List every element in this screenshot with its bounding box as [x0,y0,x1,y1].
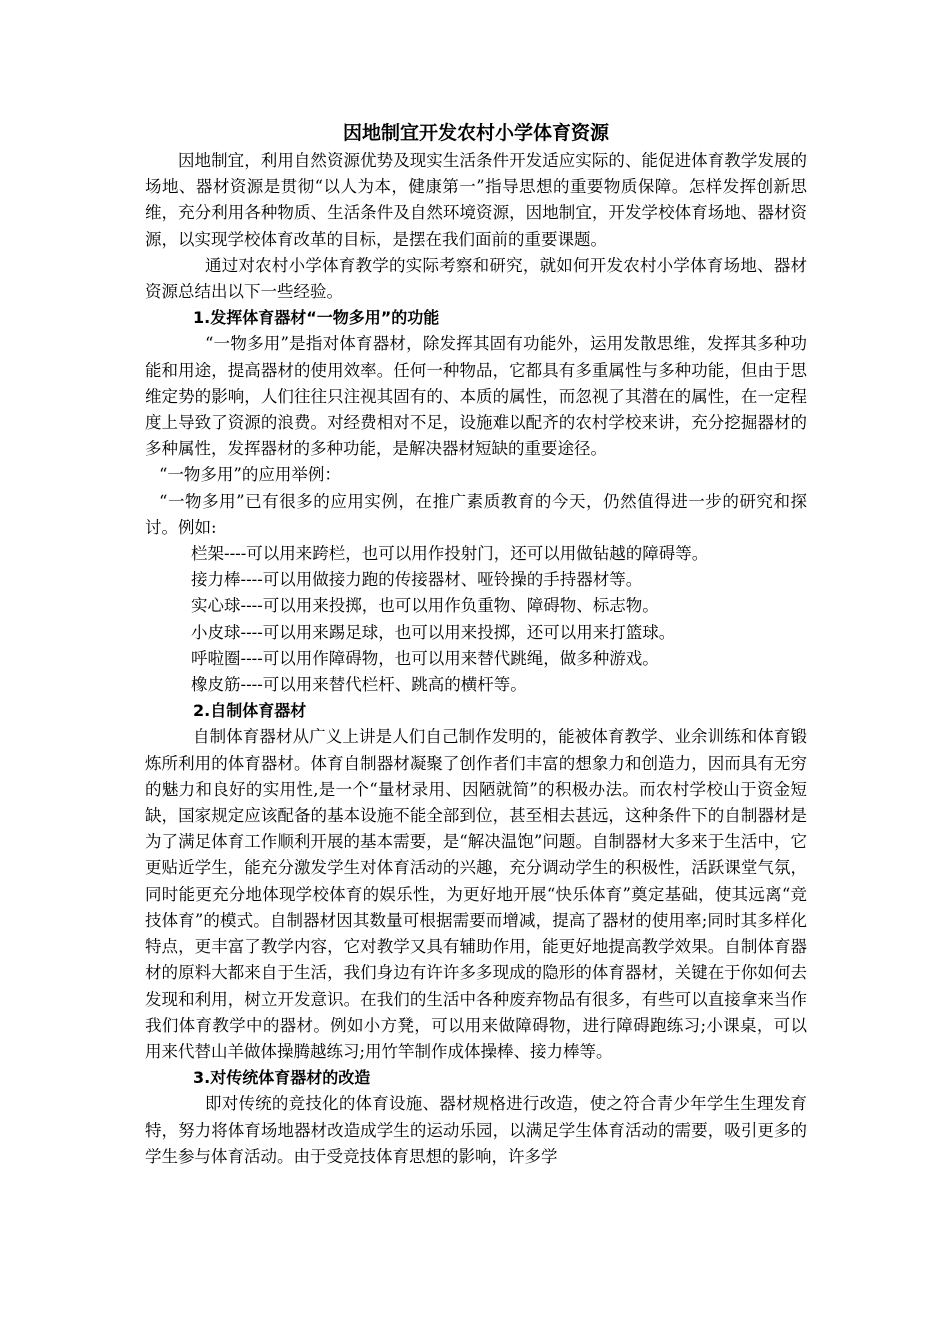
section-3-heading: 3.对传统体育器材的改造 [193,1068,371,1088]
intro-paragraph-2: 通过对农村小学体育教学的实际考察和研究，就如何开发农村小学体育场地、器材资源总结出以下一些经验。 [145,255,807,302]
section-1-paragraph-3: “一物多用”已有很多的应用实例，在推广素质教育的今天，仍然值得进一步的研究和探讨。例如: [145,491,807,537]
document-title: 因地制宜开发农村小学体育资源 [342,122,609,144]
example-item: 实心球----可以用来投掷，也可以用作负重物、障碍物、标志物。 [191,596,659,616]
section-1-paragraph-1: “一物多用”是指对体育器材，除发挥其固有功能外，运用发散思维，发挥其多种功能和用途，提高器材的使用效率。任何一种物品，它都具有多重属性与多种功能，但由于思维定势的影响，人们往往只注视其固有的、本质的属性，而忽视了其潜在的属性，在一定程度上导致了资源的浪费。对经费相对不足，设施难以配齐的农村学校来讲，充分挖掘器材的多种属性，发挥器材的多种功能，是解决器材短缺的重要途径。 [145,334,807,459]
example-item: 接力棒----可以用做接力跑的传接器材、哑铃操的手持器材等。 [191,570,643,590]
example-item: 橡皮筋----可以用来替代栏杆、跳高的横杆等。 [191,675,527,695]
example-item: 呼啦圈----可以用作障碍物，也可以用来替代跳绳，做多种游戏。 [191,648,659,668]
intro-paragraph-1: 因地制宜，利用自然资源优势及现实生活条件开发适应实际的、能促进体育教学发展的场地、器材资源是贯彻“以人为本，健康第一”指导思想的重要物质保障。怎样发挥创新思维，充分利用各种物质、生活条件及自然环境资源，因地制宜，开发学校体育场地、器材资源，以实现学校体育改革的目标，是摆在我们面前的重要课题。 [145,151,807,249]
section-1-paragraph-2: “一物多用”的应用举例： [159,465,341,485]
section-2-paragraph-1: 自制体育器材从广义上讲是人们自己制作发明的，能被体育教学、业余训练和体育锻炼所利用的体育器材。体育自制器材凝聚了创作者们丰富的想象力和创造力，因而具有无穷的魅力和良好的实用性,是一个“量材录用、因陋就简”的积极办法。而农村学校山于资金短缺，国家规定应该配备的基本设施不能全部到位，甚至相去甚远，这种条件下的自制器材是为了满足体育工作顺利开展的基本需要，是“解决温饱”问题。自制器材大多来于生活中，它更贴近学生，能充分激发学生对体育活动的兴趣，充分调动学生的积极性，活跃课堂气氛，同时能更充分地体现学校体育的娱乐性，为更好地开展“快乐体育”奠定基础，使其远离“竞技体育”的模式。自制器材因其数量可根据需要而增减，提高了器材的使用率;同时其多样化特点，更丰富了教学内容，它对教学又具有辅助作用，能更好地提高教学效果。自制体育器材的原料大都来自于生活，我们身边有许许多多现成的隐形的体育器材，关键在于你如何去发现和利用，树立开发意识。在我们的生活中各种废弃物品有很多，有些可以直接拿来当作我们体育教学中的器材。例如小方凳，可以用来做障碍物，进行障碍跑练习;小课桌，可以用来代替山羊做体操腾越练习;用竹竿制作成体操棒、接力棒等。 [145,727,807,1061]
section-1-heading: 1.发挥体育器材“一物多用”的功能 [193,308,440,328]
section-2-heading: 2.自制体育器材 [193,701,307,721]
document-page [145,118,807,1170]
example-item: 栏架----可以用来跨栏，也可以用作投射门，还可以用做钻越的障碍等。 [191,544,709,564]
section-3-paragraph-1: 即对传统的竞技化的体育设施、器材规格进行改造，使之符合青少年学生生理发育特，努力将体育场地器材改造成学生的运动乐园，以满足学生体育活动的需要，吸引更多的学生参与体育活动。由于受竞技体育思想的影响，许多学 [145,1094,807,1166]
example-item: 小皮球----可以用来踢足球，也可以用来投掷，还可以用来打篮球。 [191,622,676,642]
